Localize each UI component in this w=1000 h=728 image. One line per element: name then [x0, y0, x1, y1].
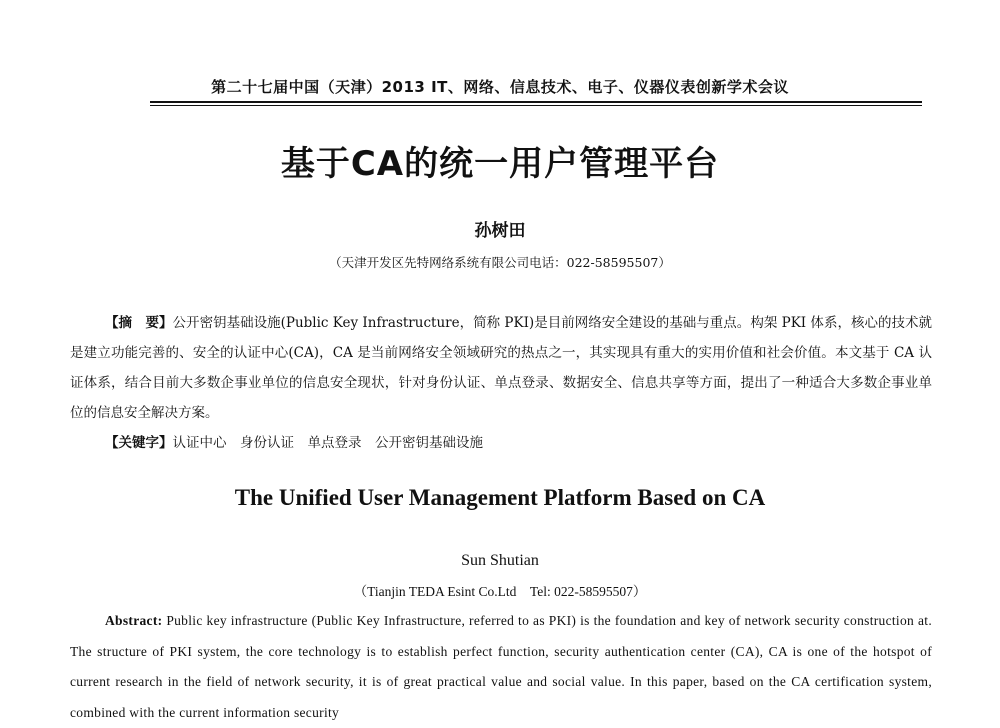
header-rule-thin	[150, 105, 922, 106]
affiliation-en: （Tianjin TEDA Esint Co.Ltd Tel: 022-58595507）	[353, 584, 647, 599]
keywords-label-cn: 【关键字】	[105, 435, 173, 451]
abstract-label-cn: 【摘 要】	[105, 315, 173, 331]
paper-title-cn: 基于CA的统一用户管理平台	[280, 144, 720, 184]
keywords-text-cn: 认证中心 身份认证 单点登录 公开密钥基础设施	[172, 435, 483, 451]
author-en: Sun Shutian	[461, 552, 539, 569]
abstract-text-en: Public key infrastructure (Public Key Infrastructure, referred to as PKI) is the foundation and key of network security construction at. The structure of PKI system, the core technology is to establish perfect function, security authentication center (CA), CA is one of the hotspot of current research in the field of network security, it is of great practical value and social value. In this paper, based on the CA certification system, combined with the current information security	[70, 613, 932, 720]
abstract-text-cn: 公开密钥基础设施(Public Key Infrastructure，简称 PKI)是目前网络安全建设的基础与重点。构架 PKI 体系，核心的技术就是建立功能完善的、安全的认证中心(CA)，CA 是当前网络安全领域研究的热点之一，其实现具有重大的实用价值和社会价值。本文基于 CA 认证体系，结合目前大多数企事业单位的信息安全现状，针对身份认证、单点登录、数据安全、信息共享等方面，提出了一种适合大多数企事业单位的信息安全解决方案。	[70, 315, 932, 421]
keywords-cn	[105, 428, 967, 458]
abstract-cn	[70, 308, 932, 428]
affiliation-cn: （天津开发区先特网络系统有限公司电话：022-58595507）	[329, 255, 671, 270]
abstract-label-en: Abstract:	[105, 613, 163, 628]
author-cn: 孙树田	[474, 221, 526, 241]
header-rule	[150, 101, 922, 103]
conference-header: 第二十七届中国（天津）2013 IT、网络、信息技术、电子、仪器仪表创新学术会议	[211, 78, 789, 96]
abstract-en	[70, 606, 932, 728]
paper-title-en: The Unified User Management Platform Based on CA	[234, 485, 766, 510]
